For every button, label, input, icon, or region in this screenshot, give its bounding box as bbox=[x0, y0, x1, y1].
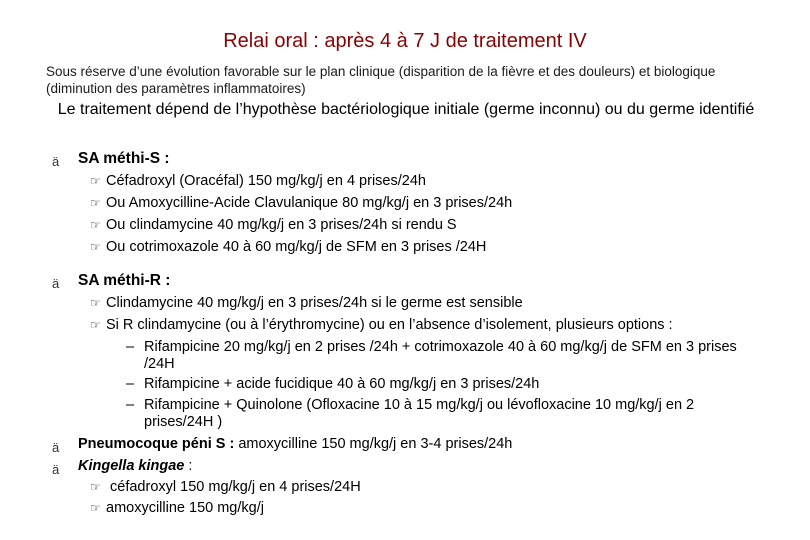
dash-bullet: – bbox=[126, 339, 135, 355]
list-item: ☞ Si R clindamycine (ou à l’érythromycine) ou en l’absence d’isolement, plusieurs options : bbox=[90, 317, 673, 333]
pointing-hand-icon: ☞ bbox=[90, 240, 101, 254]
pointing-hand-icon: ☞ bbox=[90, 218, 101, 232]
pneumocoque-text: amoxycilline 150 mg/kg/j en 3-4 prises/24h bbox=[234, 436, 513, 452]
arrow-bullet-icon: ä bbox=[52, 462, 60, 477]
lead-text: Le traitement dépend de l’hypothèse bactériologique initiale (germe inconnu) ou du germe identifié bbox=[57, 101, 755, 118]
option-item: – Rifampicine + Quinolone (Ofloxacine 10 à 15 mg/kg/j ou lévofloxacine 10 mg/kg/j en 2 prises/24H ) bbox=[126, 397, 695, 430]
section-heading-sa-methi-r: SA méthi-R : bbox=[78, 272, 171, 289]
pneumocoque-line bbox=[78, 436, 512, 452]
kingella-heading: Kingella kingae : bbox=[78, 458, 193, 474]
list-item: ☞ Ou clindamycine 40 mg/kg/j en 3 prises/24h si rendu S bbox=[90, 217, 457, 233]
list-item: ☞ Ou cotrimoxazole 40 à 60 mg/kg/j de SFM en 3 prises /24H bbox=[90, 239, 487, 255]
pointing-hand-icon: ☞ bbox=[90, 296, 101, 310]
list-item: ☞ Ou Amoxycilline-Acide Clavulanique 80 mg/kg/j en 3 prises/24h bbox=[90, 195, 513, 211]
pneumocoque-label: Pneumocoque péni S : bbox=[78, 436, 235, 452]
intro-text: Sous réserve d’une évolution favorable sur le plan clinique (disparition de la fièvre et des douleurs) et biologique (diminution des paramètres inflammatoires) bbox=[46, 64, 716, 96]
slide-title: Relai oral : après 4 à 7 J de traitement IV bbox=[223, 30, 587, 52]
list-item: ☞ Clindamycine 40 mg/kg/j en 3 prises/24h si le germe est sensible bbox=[90, 295, 523, 311]
pointing-hand-icon: ☞ bbox=[90, 174, 101, 188]
arrow-bullet-icon: ä bbox=[52, 276, 60, 291]
list-item: ☞ céfadroxyl 150 mg/kg/j en 4 prises/24H bbox=[90, 479, 361, 495]
pointing-hand-icon: ☞ bbox=[90, 480, 101, 494]
pointing-hand-icon: ☞ bbox=[90, 196, 101, 210]
arrow-bullet-icon: ä bbox=[52, 154, 60, 169]
arrow-bullet-icon: ä bbox=[52, 440, 60, 455]
pointing-hand-icon: ☞ bbox=[90, 318, 101, 332]
section-heading-sa-methi-s: SA méthi-S : bbox=[78, 150, 170, 167]
list-item: ☞ amoxycilline 150 mg/kg/j bbox=[90, 500, 264, 516]
option-item: – Rifampicine + acide fucidique 40 à 60 mg/kg/j en 3 prises/24h bbox=[126, 376, 540, 392]
dash-bullet: – bbox=[126, 376, 135, 392]
list-item: ☞ Céfadroxyl (Oracéfal) 150 mg/kg/j en 4 prises/24h bbox=[90, 173, 426, 189]
dash-bullet: – bbox=[126, 397, 135, 413]
option-item: – Rifampicine 20 mg/kg/j en 2 prises /24h + cotrimoxazole 40 à 60 mg/kg/j de SFM en 3 prises /24H bbox=[126, 339, 737, 372]
pointing-hand-icon: ☞ bbox=[90, 501, 101, 515]
kingella-label: Kingella kingae bbox=[78, 458, 185, 474]
